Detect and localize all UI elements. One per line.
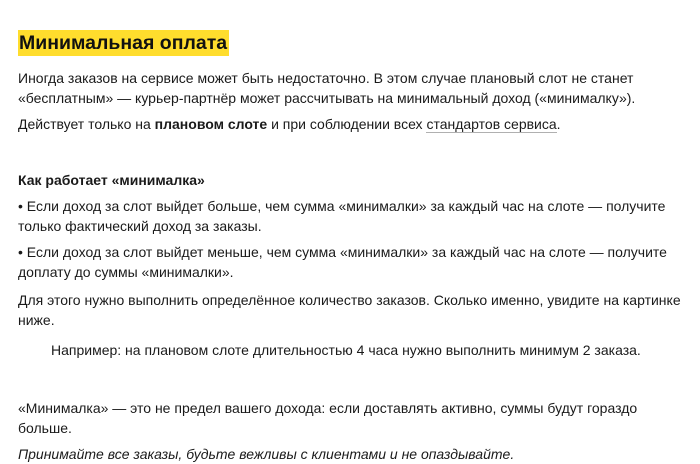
planned-slot-bold: плановом слоте [154,116,268,132]
closing-italic-paragraph: Принимайте все заказы, будьте вежливы с клиентами и не опаздывайте. [18,446,515,462]
how-it-works-heading: Как работает «минималка» [18,172,205,188]
article [18,30,690,464]
limit-note-paragraph: «Минималка» — это не предел вашего дохода: если доставлять активно, суммы будут гораздо больше. [18,400,638,436]
condition-suffix: . [556,116,561,132]
bullet-item-less-income: • Если доход за слот выйдет меньше, чем сумма «минималки» за каждый час на слоте — получите доплату до суммы «минималки». [18,244,667,280]
example-paragraph: Например: на плановом слоте длительностью 4 часа нужно выполнить минимум 2 заказа. [51,342,641,358]
page-title: Минимальная оплата [19,32,228,54]
service-standards-link[interactable]: стандартов сервиса [426,116,557,132]
intro-paragraph: Иногда заказов на сервисе может быть недостаточно. В этом случае плановый слот не станет «бесплатным» — курьер-партнёр может рассчитывать на минимальный доход («минималку»). [18,70,636,106]
condition-paragraph [18,114,690,134]
condition-prefix: Действует только на [18,116,155,132]
bullet-item-more-income: • Если доход за слот выйдет больше, чем сумма «минималки» за каждый час на слоте — получите только фактический доход за заказы. [18,198,666,234]
condition-middle: и при соблюдении всех [267,116,427,132]
orders-note-paragraph: Для этого нужно выполнить определённое количество заказов. Сколько именно, увидите на картинке ниже. [18,292,681,328]
